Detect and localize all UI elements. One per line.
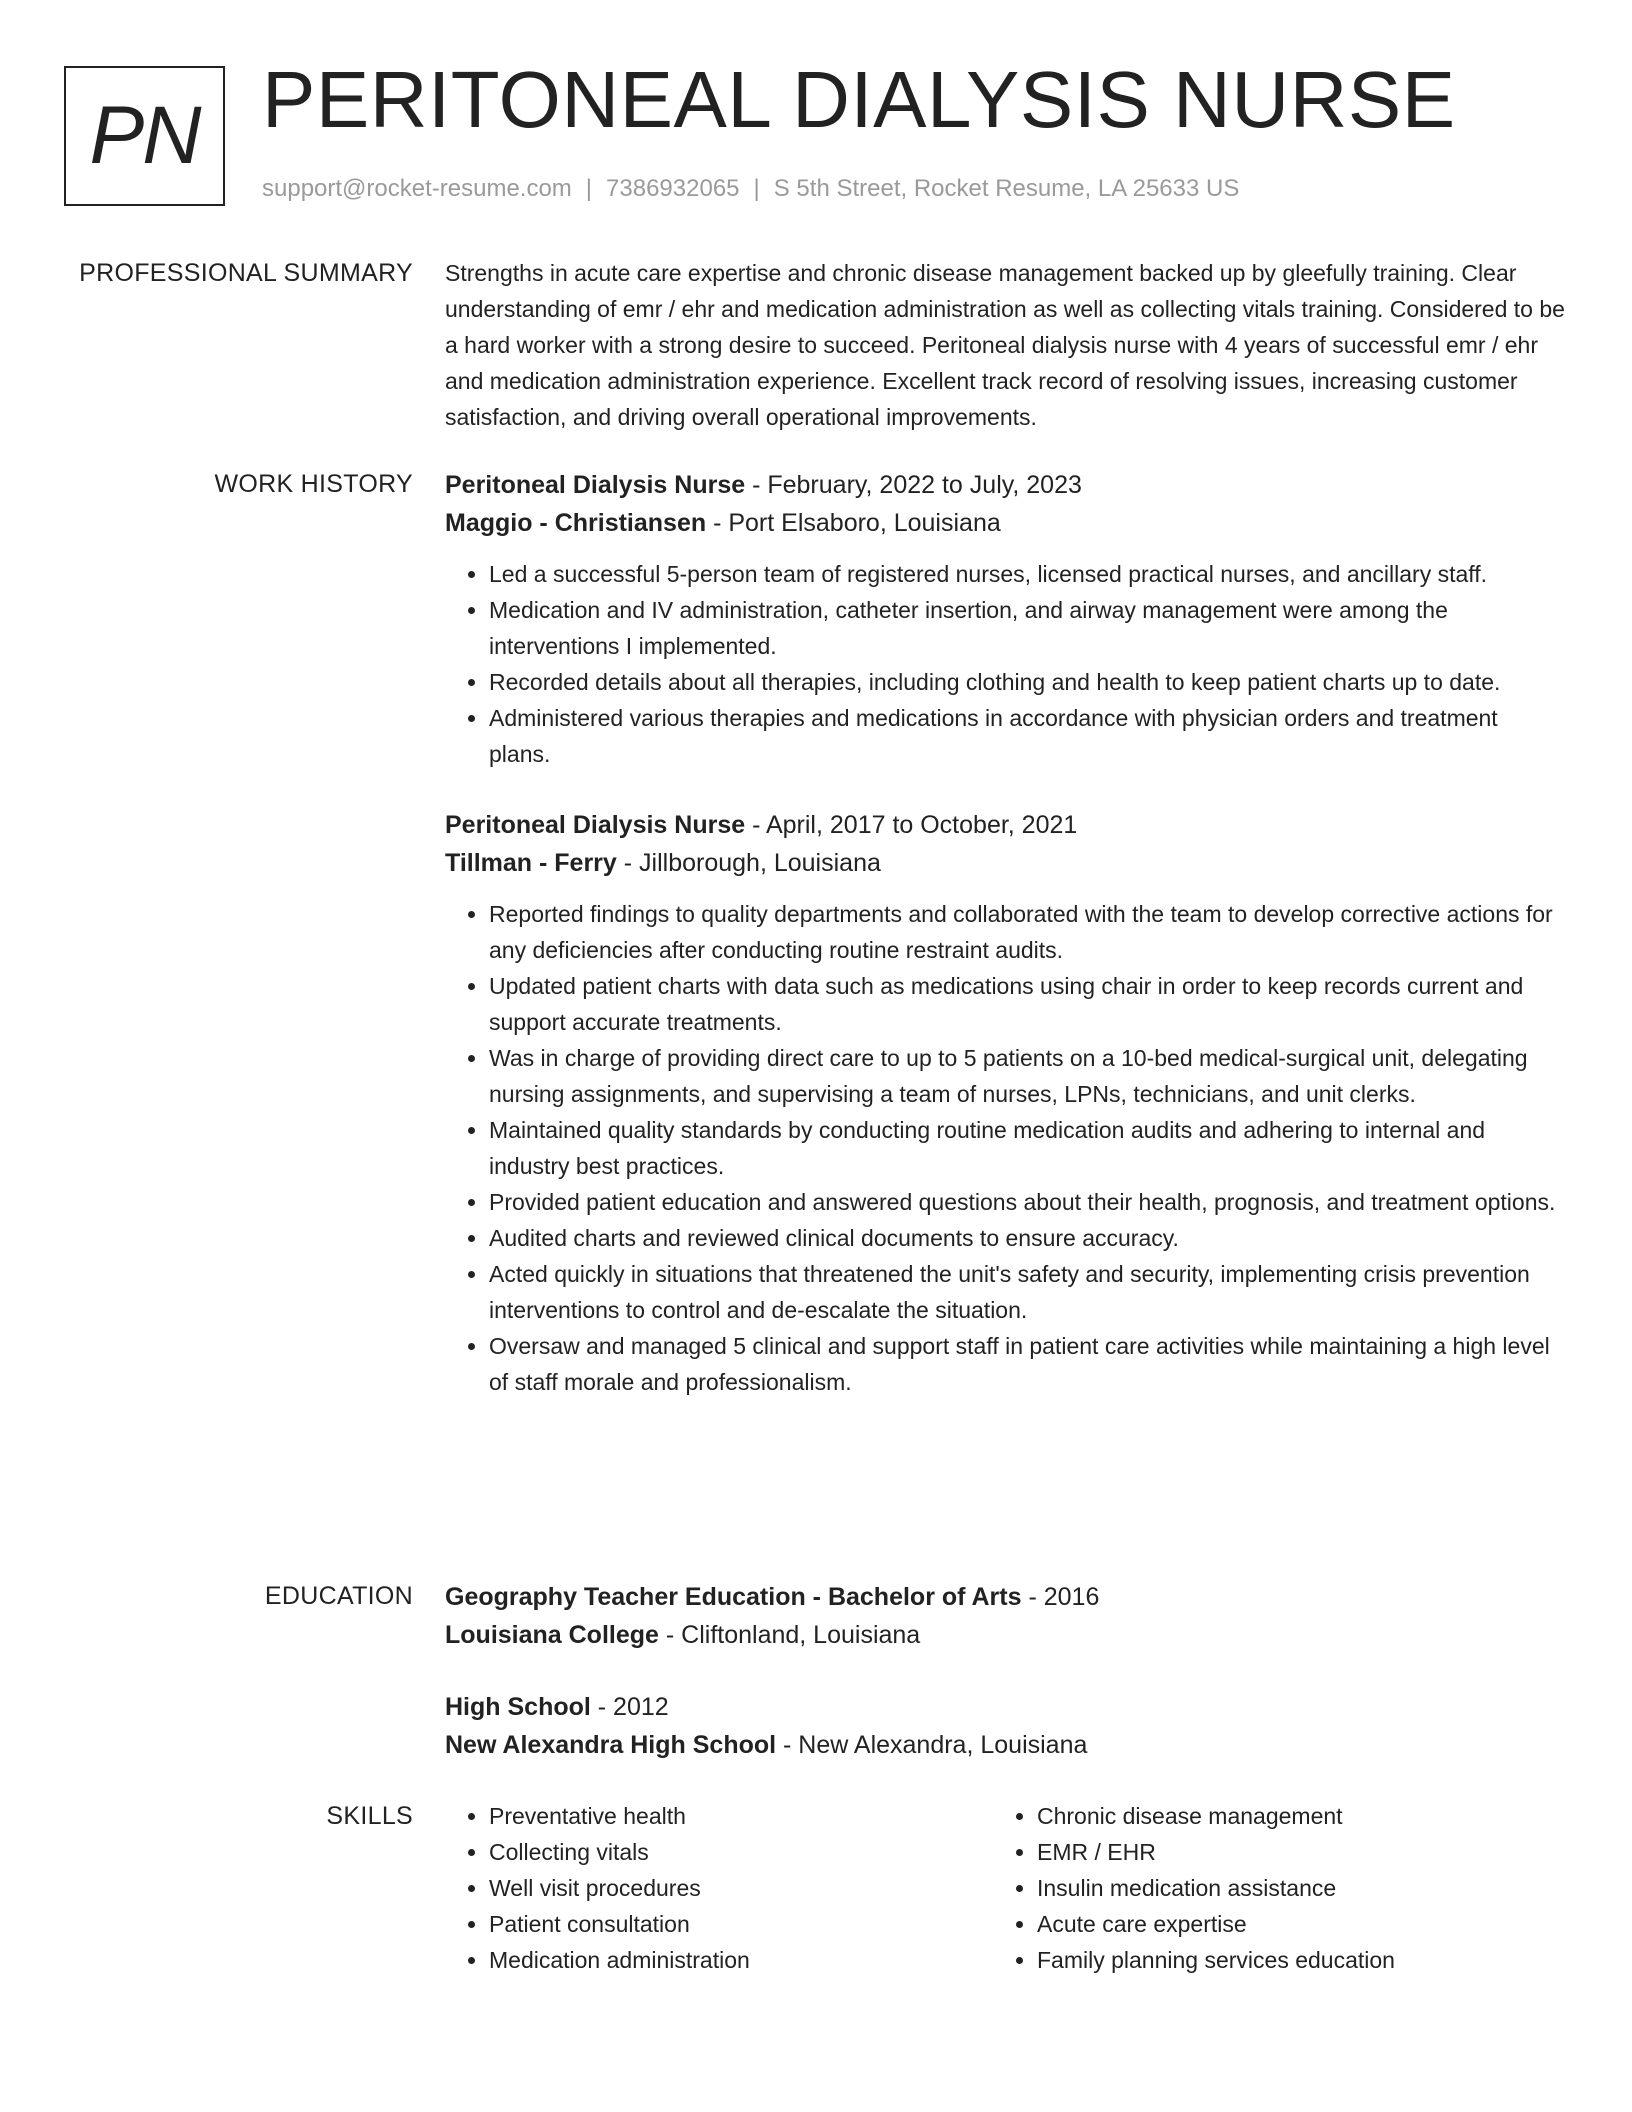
skill-item: • Acute care expertise [1037,1906,1541,1942]
resume-title: PERITONEAL DIALYSIS NURSE [262,55,1456,144]
skill-item: • Chronic disease management [1037,1798,1541,1834]
job-dates: - April, 2017 to October, 2021 [745,811,1078,839]
education-location: - Cliftonland, Louisiana [658,1621,921,1649]
job-title: Peritoneal Dialysis Nurse [445,471,746,499]
job-title: Peritoneal Dialysis Nurse [445,811,746,839]
skill-item: • Collecting vitals [489,1834,993,1870]
job-bullets [445,556,1565,772]
job-entry [445,806,1565,1400]
section-label-skills: SKILLS [326,1802,413,1830]
education-entry [445,1688,1565,1764]
skills-list-right [993,1798,1541,1978]
job-bullets [445,896,1565,1400]
job-bullet: • Was in charge of providing direct care to up to 5 patients on a 10-bed medical-surgical unit, delegating nursing assignments, and supervising a team of nurses, LPNs, technicians, and unit clerks. [489,1040,1565,1112]
education-degree-line [445,1688,1565,1726]
section-label-education: EDUCATION [264,1582,413,1610]
education-year: - 2016 [1021,1583,1100,1611]
summary-body [445,255,1565,435]
education-degree-line [445,1578,1565,1616]
job-org-line [445,504,1565,542]
job-bullet: • Led a successful 5-person team of registered nurses, licensed practical nurses, and ancillary staff. [489,556,1565,592]
job-bullet: • Provided patient education and answered questions about their health, prognosis, and treatment options. [489,1184,1565,1220]
skill-item: • Medication administration [489,1942,993,1978]
education-body [445,1578,1565,1798]
skills-body [445,1798,1565,1978]
job-bullet: • Reported findings to quality departments and collaborated with the team to develop corrective actions for any deficiencies after conducting routine restraint audits. [489,896,1565,968]
job-entry [445,466,1565,772]
education-school-line [445,1726,1565,1764]
job-dates: - February, 2022 to July, 2023 [745,471,1082,499]
job-bullet: • Maintained quality standards by conducting routine medication audits and adhering to internal and industry best practices. [489,1112,1565,1184]
contact-line [262,175,1239,203]
skill-item: • Patient consultation [489,1906,993,1942]
section-label-work-history: WORK HISTORY [214,470,413,498]
education-location: - New Alexandra, Louisiana [776,1731,1088,1759]
job-org-line [445,844,1565,882]
skill-item: • Preventative health [489,1798,993,1834]
education-degree: Geography Teacher Education - Bachelor of Arts [445,1583,1022,1611]
contact-address: S 5th Street, Rocket Resume, LA 25633 US [773,175,1240,202]
contact-separator: | [753,175,760,202]
job-location: - Jillborough, Louisiana [616,849,881,877]
job-bullet: • Recorded details about all therapies, including clothing and health to keep patient charts up to date. [489,664,1565,700]
job-title-line [445,466,1565,504]
job-location: - Port Elsaboro, Louisiana [706,509,1001,537]
monogram-logo: PN [64,66,225,206]
skill-item: • EMR / EHR [1037,1834,1541,1870]
education-school-line [445,1616,1565,1654]
skill-item: • Well visit procedures [489,1870,993,1906]
skills-columns [445,1798,1565,1978]
education-degree: High School [445,1693,591,1721]
contact-separator: | [585,175,593,202]
job-bullet: • Acted quickly in situations that threatened the unit's safety and security, implementing crisis prevention interventions to control and de-escalate the situation. [489,1256,1565,1328]
skill-item: • Insulin medication assistance [1037,1870,1541,1906]
skills-list-left [445,1798,993,1978]
work-history-body [445,466,1565,1434]
job-company: Tillman - Ferry [445,849,617,877]
job-bullet: • Updated patient charts with data such as medications using chair in order to keep records current and support accurate treatments. [489,968,1565,1040]
job-bullet: • Administered various therapies and medications in accordance with physician orders and treatment plans. [489,700,1565,772]
contact-phone[interactable]: 7386932065 [606,175,740,202]
education-year: - 2012 [590,1693,669,1721]
education-school: New Alexandra High School [445,1731,777,1759]
education-entry [445,1578,1565,1654]
contact-email[interactable]: support@rocket-resume.com [262,175,572,202]
section-label-summary: PROFESSIONAL SUMMARY [79,259,413,287]
job-company: Maggio - Christiansen [445,509,707,537]
job-bullet: • Oversaw and managed 5 clinical and support staff in patient care activities while maintaining a high level of staff morale and professionalism. [489,1328,1565,1400]
job-bullet: • Audited charts and reviewed clinical documents to ensure accuracy. [489,1220,1565,1256]
job-title-line [445,806,1565,844]
summary-text: Strengths in acute care expertise and chronic disease management backed up by gleefully training. Clear understanding of emr / ehr and medication administration as well as collecting vitals training. Considered to be a hard worker with a strong desire to succeed. Peritoneal dialysis nurse with 4 years of successful emr / ehr and medication administration experience. Excellent track record of resolving issues, increasing customer satisfaction, and driving overall operational improvements. [445,260,1565,430]
job-bullet: • Medication and IV administration, catheter insertion, and airway management were among the interventions I implemented. [489,592,1565,664]
education-school: Louisiana College [445,1621,659,1649]
skill-item: • Family planning services education [1037,1942,1541,1978]
